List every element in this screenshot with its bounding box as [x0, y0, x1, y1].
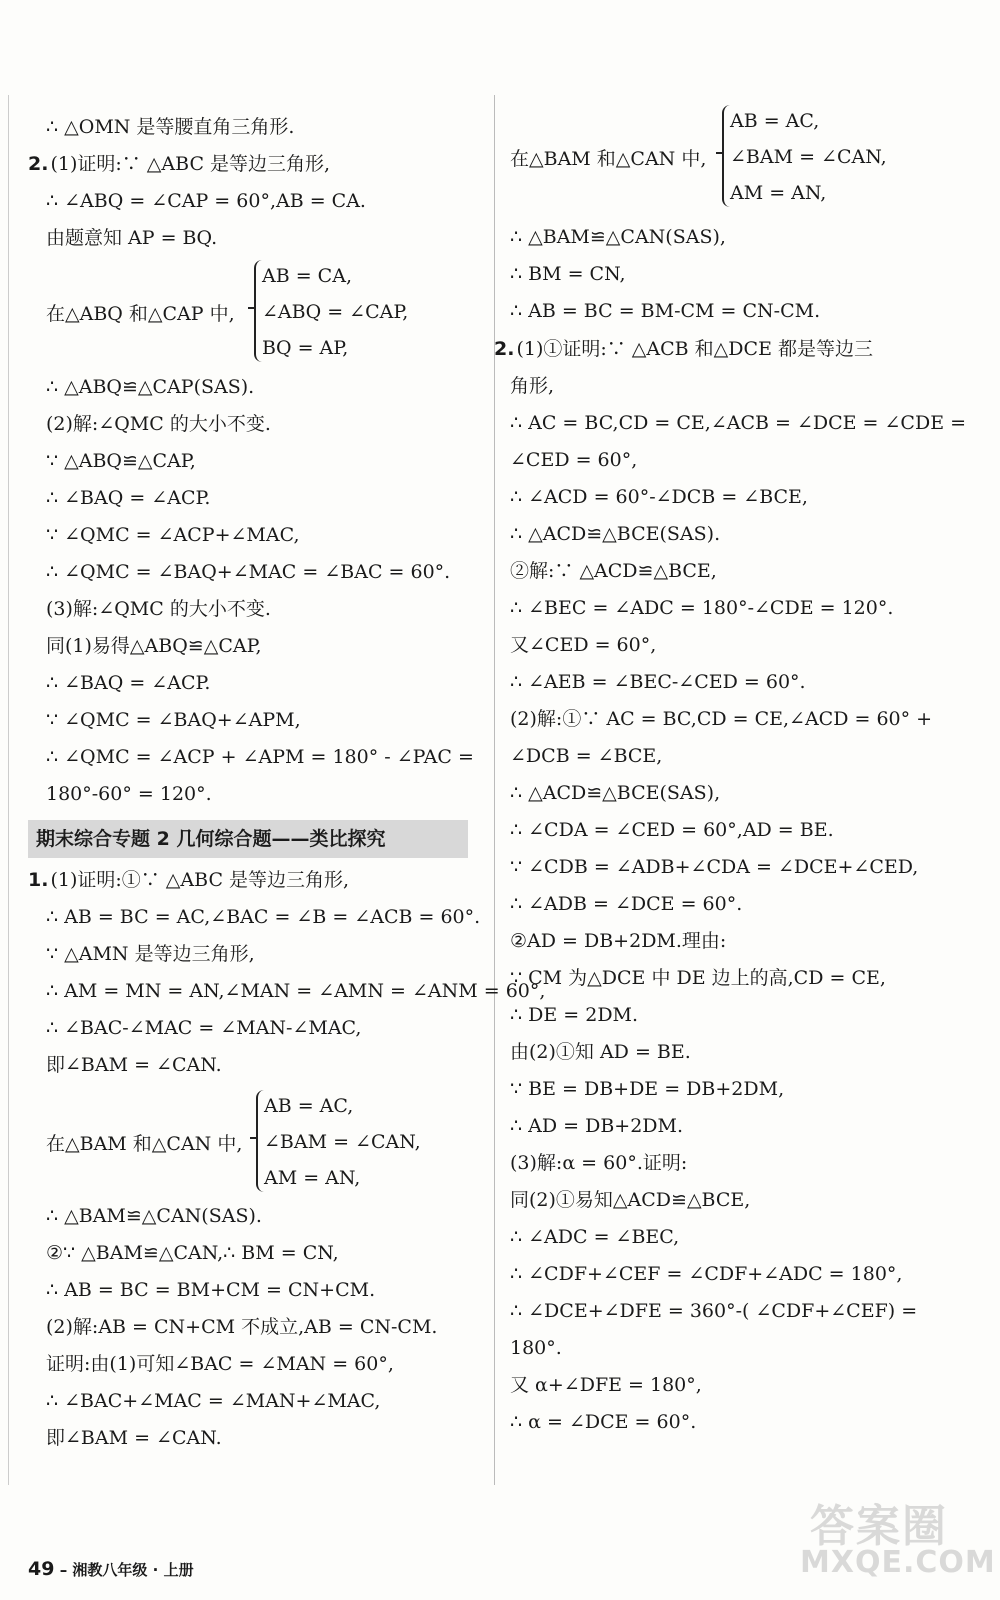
text-line: ∴ BM = CN,	[510, 263, 626, 285]
text-line: ∴ ∠BAQ = ∠ACP.	[46, 672, 211, 694]
text-line: ∴ ∠ACD = 60°-∠DCB = ∠BCE,	[510, 486, 808, 508]
system-equation: ∠BAM = ∠CAN,	[730, 146, 887, 168]
text-line: ∠CED = 60°,	[510, 449, 638, 471]
page-edge-line	[8, 95, 9, 1485]
text-line: 又∠CED = 60°,	[510, 634, 657, 656]
text-line: ∴ △BAM≌△CAN(SAS),	[510, 226, 726, 248]
text-line: ∴ ∠BAQ = ∠ACP.	[46, 487, 211, 509]
text-line: (2)解:∠QMC 的大小不变.	[46, 413, 271, 435]
text-line: ∴ △ACD≌△BCE(SAS).	[510, 523, 721, 545]
column-divider	[494, 95, 495, 1485]
watermark-logo	[790, 1490, 996, 1590]
text-line: ∴ DE = 2DM.	[510, 1004, 639, 1026]
text-line: ∴ ∠ADC = ∠BEC,	[510, 1226, 680, 1248]
text-line: ∴ AC = BC,CD = CE,∠ACB = ∠DCE = ∠CDE =	[510, 412, 967, 434]
text-line: ∴ △ACD≌△BCE(SAS),	[510, 782, 721, 804]
text-line: 证明:由(1)可知∠BAC = ∠MAN = 60°,	[46, 1353, 394, 1375]
system-lead: 在△BAM 和△CAN 中,	[510, 148, 707, 170]
text-line: ∵ ∠QMC = ∠BAQ+∠APM,	[46, 709, 301, 731]
text-line: (1)证明:∵ △ABC 是等边三角形,	[50, 153, 331, 175]
equation-system	[46, 260, 486, 370]
system-equation: ∠ABQ = ∠CAP,	[262, 301, 409, 323]
text-line: 同(2)①易知△ACD≌△BCE,	[510, 1189, 751, 1211]
watermark-text: 答案圈	[810, 1501, 948, 1552]
equation-system	[510, 105, 950, 215]
text-line: ∵ CM 为△DCE 中 DE 边上的高,CD = CE,	[510, 967, 886, 989]
text-line: ∴ ∠CDF+∠CEF = ∠CDF+∠ADC = 180°,	[510, 1263, 903, 1285]
text-line: ∴ ∠ADB = ∠DCE = 60°.	[510, 893, 743, 915]
book-title: 湘教八年级 · 上册	[72, 1561, 194, 1579]
text-line: ∵ ∠QMC = ∠ACP+∠MAC,	[46, 524, 300, 546]
text-line: 180°.	[510, 1337, 562, 1359]
text-line: 同(1)易得△ABQ≌△CAP,	[46, 635, 262, 657]
system-equation: AB = AC,	[730, 110, 820, 132]
system-lead: 在△ABQ 和△CAP 中,	[46, 303, 235, 325]
text-line: ∴ ∠QMC = ∠BAQ+∠MAC = ∠BAC = 60°.	[46, 561, 451, 583]
text-line: ∴ △OMN 是等腰直角三角形.	[46, 116, 295, 138]
system-equation: BQ = AP,	[262, 337, 349, 359]
section-banner: 期末综合专题 2 几何综合题——类比探究	[28, 820, 468, 858]
text-line: ∴ ∠QMC = ∠ACP + ∠APM = 180° - ∠PAC =	[46, 746, 474, 768]
text-line: ∴ AB = BC = BM+CM = CN+CM.	[46, 1279, 376, 1301]
text-line: ∴ ∠DCE+∠DFE = 360°-( ∠CDF+∠CEF) =	[510, 1300, 918, 1322]
system-equation: AB = AC,	[264, 1095, 354, 1117]
text-line: ∵ △AMN 是等边三角形,	[46, 943, 255, 965]
text-line: ∴ △BAM≌△CAN(SAS).	[46, 1205, 262, 1227]
text-line: ∴ ∠ABQ = ∠CAP = 60°,AB = CA.	[46, 190, 366, 212]
text-line: (3)解:∠QMC 的大小不变.	[46, 598, 271, 620]
text-line: (2)解:AB = CN+CM 不成立,AB = CN-CM.	[46, 1316, 438, 1338]
text-line: ∴ ∠CDA = ∠CED = 60°,AD = BE.	[510, 819, 834, 841]
text-line: 由题意知 AP = BQ.	[46, 227, 218, 249]
question-2-line	[28, 152, 330, 176]
question-number: 2.	[28, 153, 49, 175]
text-line: ∴ AB = BC = BM-CM = CN-CM.	[510, 300, 821, 322]
equation-system	[46, 1090, 486, 1200]
text-line: (1)①证明:∵ △ACB 和△DCE 都是等边三	[516, 338, 873, 360]
text-line: (2)解:①∵ AC = BC,CD = CE,∠ACD = 60° +	[510, 708, 933, 730]
text-line: ∴ α = ∠DCE = 60°.	[510, 1411, 697, 1433]
text-line: 由(2)①知 AD = BE.	[510, 1041, 691, 1063]
text-line: ∴ AM = MN = AN,∠MAN = ∠AMN = ∠ANM = 60°,	[46, 980, 546, 1002]
page-number: 49	[28, 1558, 55, 1580]
text-line: ∵ BE = DB+DE = DB+2DM,	[510, 1078, 785, 1100]
text-line: ∴ AB = BC = AC,∠BAC = ∠B = ∠ACB = 60°.	[46, 906, 481, 928]
text-line: (1)证明:①∵ △ABC 是等边三角形,	[50, 869, 350, 891]
question-1-line	[28, 868, 349, 892]
text-line: ②AD = DB+2DM.理由:	[510, 930, 727, 952]
text-line: ∴ AD = DB+2DM.	[510, 1115, 684, 1137]
footer-dash: –	[59, 1561, 68, 1579]
system-equation: AB = CA,	[262, 265, 352, 287]
text-line: ∵ △ABQ≌△CAP,	[46, 450, 196, 472]
question-number: 1.	[28, 869, 49, 891]
text-line: (3)解:α = 60°.证明:	[510, 1152, 688, 1174]
page-footer	[28, 1558, 194, 1580]
watermark-url: MXQE.COM	[800, 1545, 996, 1580]
text-line: 即∠BAM = ∠CAN.	[46, 1054, 222, 1076]
text-line: 角形,	[510, 375, 555, 397]
text-line: ②解:∵ △ACD≌△BCE,	[510, 560, 717, 582]
text-line: 180°-60° = 120°.	[46, 783, 212, 805]
text-line: ∴ △ABQ≌△CAP(SAS).	[46, 376, 255, 398]
text-line: ∴ ∠BEC = ∠ADC = 180°-∠CDE = 120°.	[510, 597, 894, 619]
text-line: 又 α+∠DFE = 180°,	[510, 1374, 702, 1396]
text-line: ∵ ∠CDB = ∠ADB+∠CDA = ∠DCE+∠CED,	[510, 856, 919, 878]
system-equation: AM = AN,	[730, 182, 827, 204]
question-number: 2.	[494, 338, 515, 360]
text-line: ∴ ∠BAC-∠MAC = ∠MAN-∠MAC,	[46, 1017, 362, 1039]
system-equation: AM = AN,	[264, 1167, 361, 1189]
text-line: ②∵ △BAM≌△CAN,∴ BM = CN,	[46, 1242, 339, 1264]
system-equation: ∠BAM = ∠CAN,	[264, 1131, 421, 1153]
text-line: ∠DCB = ∠BCE,	[510, 745, 663, 767]
text-line: 即∠BAM = ∠CAN.	[46, 1427, 222, 1449]
text-line: ∴ ∠AEB = ∠BEC-∠CED = 60°.	[510, 671, 806, 693]
text-line: ∴ ∠BAC+∠MAC = ∠MAN+∠MAC,	[46, 1390, 381, 1412]
question-2-line	[494, 337, 873, 361]
system-lead: 在△BAM 和△CAN 中,	[46, 1133, 243, 1155]
